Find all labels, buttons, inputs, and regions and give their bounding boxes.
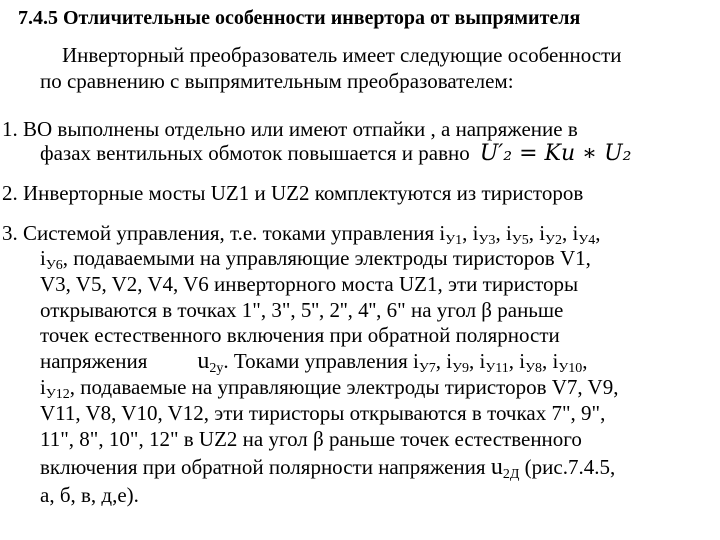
voltage-subscript: 2y [209,361,224,376]
item3-line-7-prefix: i [40,375,46,399]
current-subscript: У1 [445,233,463,248]
current-subscript: У12 [45,387,70,402]
item3-line-8: V11, V8, V10, V12, эти тиристоры открываются в точках 7", 9", [40,401,606,425]
current-subscript: У8 [525,361,543,376]
item3-line-2-prefix: i [40,246,46,270]
voltage-symbol: u [197,348,210,374]
current-subscript: У11 [485,361,509,376]
item3-line-2-text: , подаваемыми на управляющие электроды тиристоров V1, [62,246,591,270]
item2-line-1: 2. Инверторные мосты UZ1 и UZ2 комплектуются из тиристоров [2,181,584,205]
item1-line-2-text: фазах вентильных обмоток повышается и равно [40,141,470,165]
intro-line-2: по сравнению с выпрямительным преобразователем: [40,69,514,93]
section-title: 7.4.5 Отличительные особенности инвертора от выпрямителя [18,7,581,29]
item3-line-6-text: напряжения [40,349,148,373]
item3-line-7 [40,374,618,400]
figure-reference: (рис.7.4.5, [524,455,616,479]
current-subscript: У9 [452,361,470,376]
item1-line-2 [40,140,631,167]
item3-line-6-text-b: . Токами управления i [223,349,419,373]
item3-line-10-text: включения при обратной полярности напряжения [40,455,486,479]
item3-line-11: а, б, в, д,е). [40,483,139,507]
item3-line-4: открываются в точках 1", 3", 5'', 2'', 4'', 6" на угол β раньше [40,298,564,322]
item3-line-5: точек естественного включения при обратной полярности [40,323,560,347]
item3-line-7-text: , подаваемые на управляющие электроды тиристоров V7, V9, [69,375,619,399]
current-subscript: У3 [478,233,496,248]
item1-line-1: 1. ВО выполнены отдельно или имеют отпайки , а напряжение в [2,117,578,141]
current-subscript: У2 [545,233,562,248]
item3-line-10 [40,454,615,480]
item3-line-6: напряжения $u_{2y}$. Токами управления $i_{У7}$, $i_{У9}$, $i_{У11}$, $i_{У8}$, $i_{У10}$, [40,348,588,376]
item3-line-1-text: 3. Системой управления, т.е. токами управления i [2,221,446,245]
voltage-subscript: 2Д [502,467,520,482]
current-subscript: У4 [578,233,596,248]
current-subscript: У6 [45,258,63,273]
item3-line-1: 3. Системой управления, т.е. токами управления $i_{У1}$, $i_{У3}$, $i_{У5}$, $i_{У2}$, $i_{У4}$, [2,221,601,248]
item3-line-3: V3, V5, V2, V4, V6 инверторного моста UZ1, эти тиристоры [40,272,579,296]
intro-line-1: Инверторный преобразователь имеет следующие особенности [62,43,622,67]
item3-line-2 [40,245,591,271]
current-subscript: У10 [558,361,583,376]
voltage-symbol: u [490,454,503,480]
current-subscript: У7 [418,361,436,376]
voltage-formula: U′₂ = Kи ∗ U₂ [479,141,632,166]
current-subscript: У5 [511,233,529,248]
item3-line-9: 11", 8", 10", 12" в UZ2 на угол β раньше точек естественного [40,427,582,451]
